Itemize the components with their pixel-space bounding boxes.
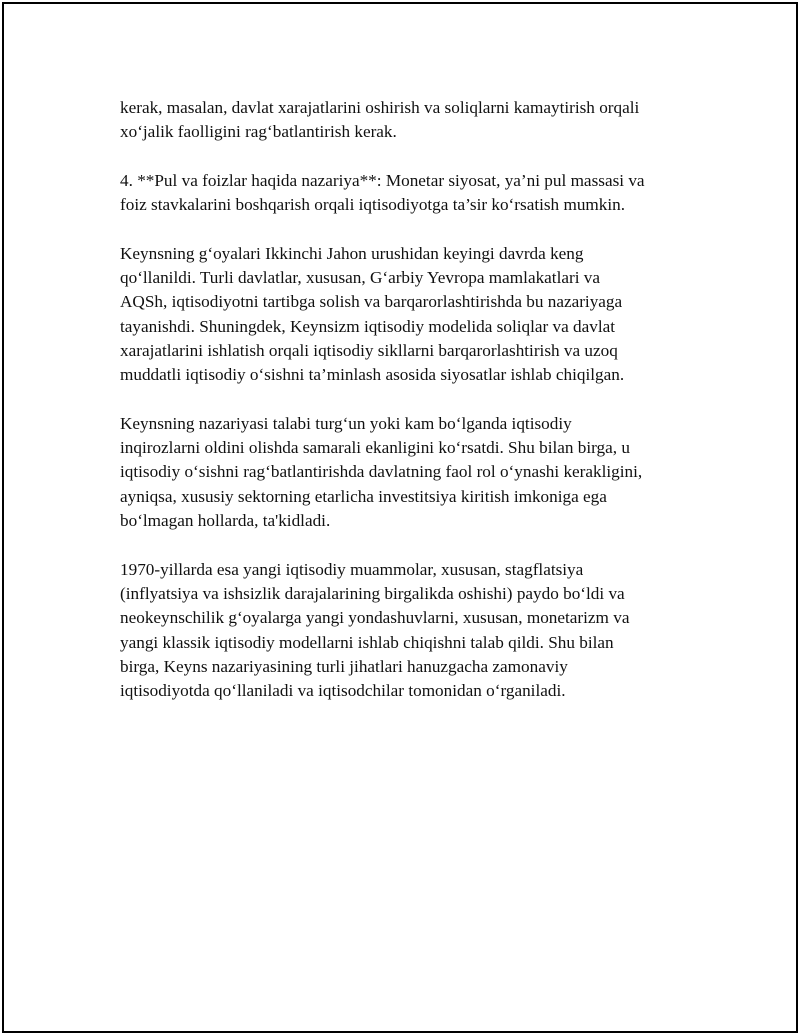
paragraph: 4. **Pul va foizlar haqida nazariya**: Monetar siyosat, ya’ni pul massasi va foiz stavkalarini boshqarish orqali iqtisodiyotga ta’sir ko‘rsatish mumkin. [120,170,645,215]
paragraph: kerak, masalan, davlat xarajatlarini oshirish va soliqlarni kamaytirish orqali xo‘jalik faolligini rag‘batlantirish kerak. [120,98,640,142]
document-page [2,2,798,1033]
document-body [120,96,700,728]
paragraph: 1970-yillarda esa yangi iqtisodiy muammolar, xususan, stagflatsiya (inflyatsiya va ishsizlik darajalarining birgalikda oshishi) paydo bo‘ldi va neokeynschilik g‘oyalarga yangi yondashuvlarni, xususan, monetarizm va yangi klassik iqtisodiy modellarni ishlab chiqishni talab qildi. Shu bilan birga, Keyns nazariyasining turli jihatlari hanuzgacha zamonaviy iqtisodiyotda qo‘llaniladi va iqtisodchilar tomonidan o‘rganiladi. [120,559,630,701]
paragraph: Keynsning g‘oyalari Ikkinchi Jahon urushidan keyingi davrda keng qo‘llanildi. Turli davlatlar, xususan, G‘arbiy Yevropa mamlakatlari va AQSh, iqtisodiyotni tartibga solish va barqarorlashtirishda bu nazariyaga tayanishdi. Shuningdek, Keynsizm iqtisodiy modelida soliqlar va davlat xarajatlarini ishlatish orqali iqtisodiy sikllarni barqarorlashtirish va uzoq muddatli iqtisodiy o‘sishni ta’minlash asosida siyosatlar ishlab chiqilgan. [120,243,625,385]
paragraph: Keynsning nazariyasi talabi turg‘un yoki kam bo‘lganda iqtisodiy inqirozlarni oldini olishda samarali ekanligini ko‘rsatdi. Shu bilan birga, u iqtisodiy o‘sishni rag‘batlantirishda davlatning faol rol o‘ynashi kerakligini, ayniqsa, xususiy sektorning etarlicha investitsiya kiritish imkoniga ega bo‘lmagan hollarda, ta'kidladi. [120,413,643,531]
